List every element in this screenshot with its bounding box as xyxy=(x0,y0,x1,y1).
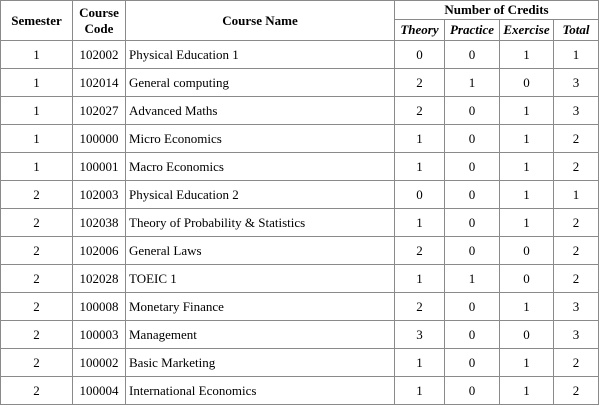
course-code-cell: 100000 xyxy=(73,125,126,153)
course-name-cell: General computing xyxy=(126,69,395,97)
course-code-header xyxy=(73,1,126,41)
table-row xyxy=(1,209,599,237)
semester-cell: 2 xyxy=(1,377,73,405)
theory-cell: 1 xyxy=(395,349,445,377)
practice-cell: 1 xyxy=(445,265,500,293)
practice-cell: 0 xyxy=(445,321,500,349)
course-code-cell: 102038 xyxy=(73,209,126,237)
total-cell: 3 xyxy=(554,69,599,97)
exercise-cell: 1 xyxy=(500,41,554,69)
table-row xyxy=(1,97,599,125)
course-name-cell: International Economics xyxy=(126,377,395,405)
total-cell: 2 xyxy=(554,377,599,405)
total-cell: 2 xyxy=(554,153,599,181)
semester-cell: 2 xyxy=(1,349,73,377)
course-name-cell: Advanced Maths xyxy=(126,97,395,125)
course-code-cell: 100001 xyxy=(73,153,126,181)
total-cell: 2 xyxy=(554,209,599,237)
semester-cell: 1 xyxy=(1,97,73,125)
course-name-header: Course Name xyxy=(126,1,395,41)
course-name-cell: Theory of Probability & Statistics xyxy=(126,209,395,237)
semester-cell: 2 xyxy=(1,321,73,349)
semester-cell: 1 xyxy=(1,125,73,153)
exercise-cell: 1 xyxy=(500,97,554,125)
theory-cell: 0 xyxy=(395,181,445,209)
practice-cell: 0 xyxy=(445,41,500,69)
course-name-cell: Monetary Finance xyxy=(126,293,395,321)
table-row xyxy=(1,237,599,265)
total-cell: 1 xyxy=(554,181,599,209)
course-code-cell: 100008 xyxy=(73,293,126,321)
practice-cell: 0 xyxy=(445,293,500,321)
course-code-cell: 100004 xyxy=(73,377,126,405)
exercise-cell: 1 xyxy=(500,181,554,209)
theory-cell: 1 xyxy=(395,377,445,405)
practice-cell: 0 xyxy=(445,377,500,405)
table-row xyxy=(1,69,599,97)
total-cell: 2 xyxy=(554,265,599,293)
total-cell: 3 xyxy=(554,321,599,349)
course-code-cell: 100003 xyxy=(73,321,126,349)
course-name-cell: General Laws xyxy=(126,237,395,265)
table-row xyxy=(1,181,599,209)
table-row xyxy=(1,153,599,181)
practice-cell: 0 xyxy=(445,209,500,237)
practice-cell: 1 xyxy=(445,69,500,97)
course-name-cell: TOEIC 1 xyxy=(126,265,395,293)
semester-cell: 2 xyxy=(1,209,73,237)
course-code-cell: 102003 xyxy=(73,181,126,209)
course-code-cell: 102027 xyxy=(73,97,126,125)
table-row xyxy=(1,321,599,349)
exercise-cell: 1 xyxy=(500,209,554,237)
practice-cell: 0 xyxy=(445,181,500,209)
table-row xyxy=(1,41,599,69)
exercise-cell: 0 xyxy=(500,321,554,349)
course-code-cell: 100002 xyxy=(73,349,126,377)
table-row xyxy=(1,377,599,405)
exercise-cell: 1 xyxy=(500,125,554,153)
total-cell: 2 xyxy=(554,125,599,153)
semester-header: Semester xyxy=(1,1,73,41)
credits-group-header: Number of Credits xyxy=(395,1,599,20)
semester-cell: 1 xyxy=(1,41,73,69)
course-name-cell: Physical Education 1 xyxy=(126,41,395,69)
exercise-cell: 1 xyxy=(500,349,554,377)
theory-cell: 0 xyxy=(395,41,445,69)
total-cell: 2 xyxy=(554,237,599,265)
exercise-cell: 0 xyxy=(500,237,554,265)
practice-cell: 0 xyxy=(445,237,500,265)
course-code-cell: 102014 xyxy=(73,69,126,97)
course-code-cell: 102002 xyxy=(73,41,126,69)
theory-cell: 2 xyxy=(395,69,445,97)
total-header: Total xyxy=(554,20,599,41)
theory-cell: 2 xyxy=(395,237,445,265)
course-code-cell: 102006 xyxy=(73,237,126,265)
semester-cell: 1 xyxy=(1,153,73,181)
exercise-cell: 1 xyxy=(500,377,554,405)
total-cell: 3 xyxy=(554,97,599,125)
theory-cell: 1 xyxy=(395,125,445,153)
table-row xyxy=(1,293,599,321)
practice-cell: 0 xyxy=(445,97,500,125)
theory-cell: 2 xyxy=(395,293,445,321)
practice-cell: 0 xyxy=(445,349,500,377)
table-row xyxy=(1,125,599,153)
theory-cell: 1 xyxy=(395,209,445,237)
course-code-header-line1: Course xyxy=(79,4,119,20)
exercise-cell: 1 xyxy=(500,293,554,321)
course-name-cell: Physical Education 2 xyxy=(126,181,395,209)
theory-header: Theory xyxy=(395,20,445,41)
theory-cell: 3 xyxy=(395,321,445,349)
semester-cell: 2 xyxy=(1,181,73,209)
total-cell: 1 xyxy=(554,41,599,69)
exercise-cell: 0 xyxy=(500,265,554,293)
semester-cell: 2 xyxy=(1,293,73,321)
semester-cell: 1 xyxy=(1,69,73,97)
table-row xyxy=(1,349,599,377)
table-row xyxy=(1,265,599,293)
exercise-cell: 0 xyxy=(500,69,554,97)
practice-cell: 0 xyxy=(445,125,500,153)
practice-header: Practice xyxy=(445,20,500,41)
exercise-header: Exercise xyxy=(500,20,554,41)
practice-cell: 0 xyxy=(445,153,500,181)
total-cell: 3 xyxy=(554,293,599,321)
course-code-header-line2: Code xyxy=(84,20,114,36)
semester-cell: 2 xyxy=(1,265,73,293)
exercise-cell: 1 xyxy=(500,153,554,181)
course-name-cell: Micro Economics xyxy=(126,125,395,153)
theory-cell: 1 xyxy=(395,265,445,293)
theory-cell: 2 xyxy=(395,97,445,125)
course-name-cell: Macro Economics xyxy=(126,153,395,181)
course-name-cell: Basic Marketing xyxy=(126,349,395,377)
theory-cell: 1 xyxy=(395,153,445,181)
course-code-cell: 102028 xyxy=(73,265,126,293)
semester-cell: 2 xyxy=(1,237,73,265)
total-cell: 2 xyxy=(554,349,599,377)
course-name-cell: Management xyxy=(126,321,395,349)
